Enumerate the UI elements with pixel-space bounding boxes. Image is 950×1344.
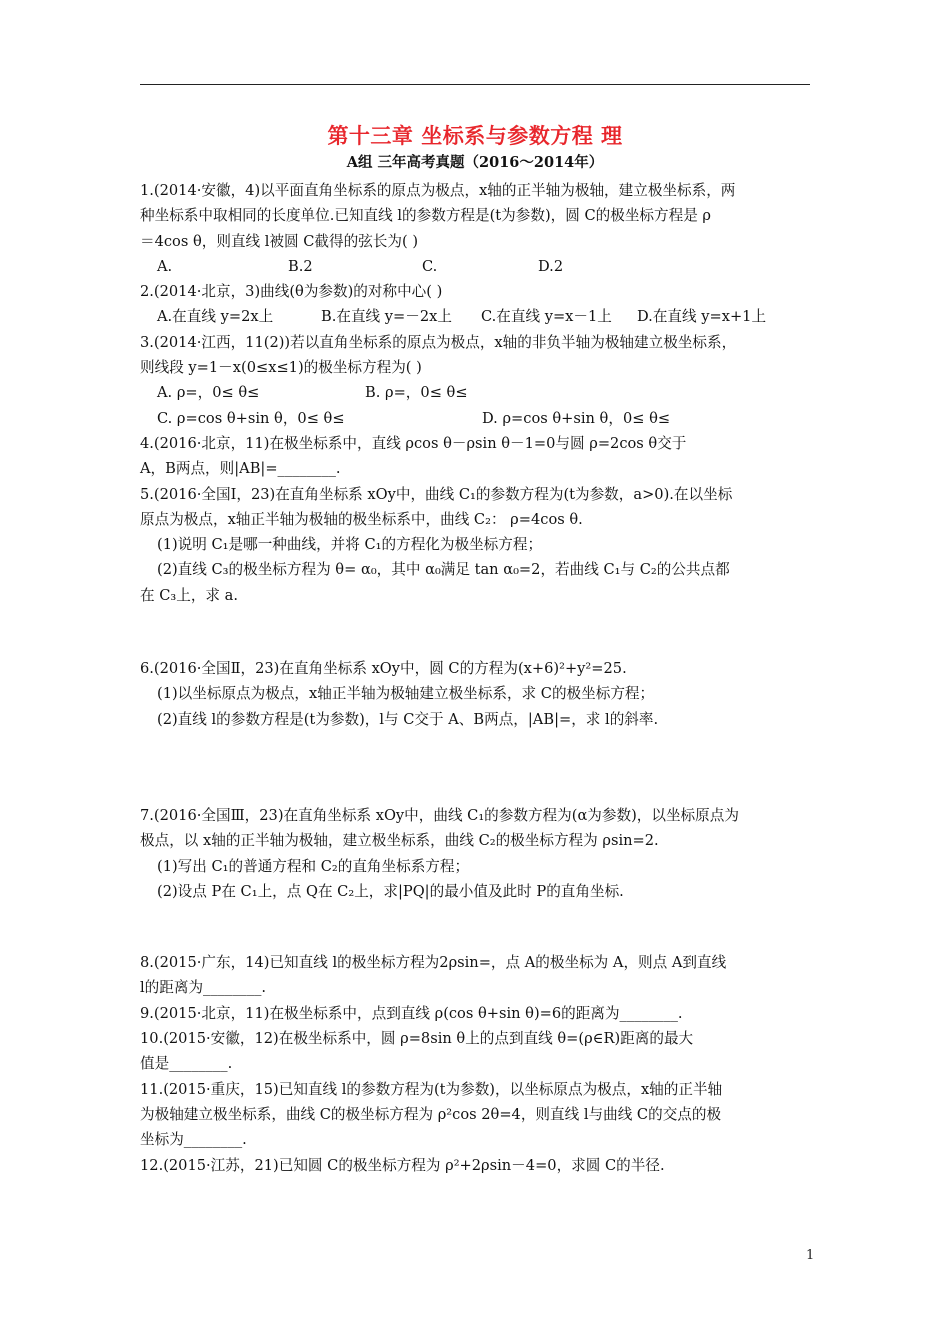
q5-sub2: (2)直线 C₃的极坐标方程为 θ= α₀，其中 α₀满足 tan α₀=2，若曲线 C₁与 C₂的公共点都 xyxy=(157,561,730,579)
q7-sub2: (2)设点 P在 C₁上，点 Q在 C₂上，求|PQ|的最小值及此时 P的直角坐标. xyxy=(157,882,624,900)
q11-line3: 坐标为________. xyxy=(140,1131,247,1149)
q5-line2: 原点为极点，x轴正半轴为极轴的极坐标系中，曲线 C₂： ρ=4cos θ. xyxy=(140,510,583,528)
q6-sub2: (2)直线 l的参数方程是(t为参数)，l与 C交于 A、B两点，|AB|=，求 l的斜率. xyxy=(157,710,659,728)
q10-line2: 值是________. xyxy=(140,1055,233,1073)
problem-list xyxy=(140,178,812,1178)
q7-line2: 极点，以 x轴的正半轴为极轴，建立极坐标系，曲线 C₂的极坐标方程为 ρsin=2. xyxy=(140,832,659,850)
q3-options-cd xyxy=(140,406,812,431)
q3-line2: 则线段 y=1－x(0≤x≤1)的极坐标方程为( ) xyxy=(140,359,422,377)
q1-option-d: D.2 xyxy=(538,257,564,275)
q11-line2: 为极轴建立极坐标系，曲线 C的极坐标方程为 ρ²cos 2θ=4，则直线 l与曲线 C的交点的极 xyxy=(140,1105,722,1123)
q5-sub1: (1)说明 C₁是哪一种曲线，并将 C₁的方程化为极坐标方程； xyxy=(157,536,543,554)
q3-options-ab xyxy=(140,380,812,405)
q4-line2: A，B两点，则|AB|=________. xyxy=(140,460,341,478)
q1-line3: ＝4cos θ，则直线 l被圆 C截得的弦长为( ) xyxy=(140,232,419,250)
chapter-title: 第十三章 坐标系与参数方程 理 xyxy=(327,123,623,148)
q1-option-a: A. xyxy=(157,257,173,275)
q7-sub1: (1)写出 C₁的普通方程和 C₂的直角坐标系方程； xyxy=(157,857,470,875)
q2-option-b: B.在直线 y=－2x上 xyxy=(321,308,452,326)
answer-space xyxy=(140,608,812,656)
q1-option-b: B.2 xyxy=(288,257,313,275)
section-subtitle: A组 三年高考真题（2016～2014年） xyxy=(346,154,604,171)
q3-option-b: B. ρ=，0≤ θ≤ xyxy=(365,384,468,402)
q6-sub1: (1)以坐标原点为极点，x轴正半轴为极轴建立极坐标系，求 C的极坐标方程； xyxy=(157,685,655,703)
q1-line2: 种坐标系中取相同的长度单位.已知直线 l的参数方程是(t为参数)，圆 C的极坐标方程是 ρ xyxy=(140,207,712,225)
q11-line1: 11.(2015·重庆，15)已知直线 l的参数方程为(t为参数)，以坐标原点为极点，x轴的正半轴 xyxy=(140,1080,723,1098)
header-rule xyxy=(140,84,810,85)
q2-line1: 2.(2014·北京，3)曲线(θ为参数)的对称中心( ) xyxy=(140,283,443,301)
q3-line1: 3.(2014·江西，11(2))若以直角坐标系的原点为极点，x轴的非负半轴为极轴建立极坐标系， xyxy=(140,333,737,351)
q12-line1: 12.(2015·江苏，21)已知圆 C的极坐标方程为 ρ²+2ρsin－4=0，求圆 C的半径. xyxy=(140,1156,665,1174)
answer-space xyxy=(140,732,812,803)
q10-line1: 10.(2015·安徽，12)在极坐标系中，圆 ρ=8sin θ上的点到直线 θ=(ρ∈R)距离的最大 xyxy=(140,1030,694,1048)
answer-space xyxy=(140,904,812,950)
q3-option-a: A. ρ=，0≤ θ≤ xyxy=(157,384,260,402)
q5-line1: 5.(2016·全国Ⅰ，23)在直角坐标系 xOy中，曲线 C₁的参数方程为(t为参数，a>0).在以坐标 xyxy=(140,485,733,503)
q2-option-c: C.在直线 y=x－1上 xyxy=(481,308,612,326)
q2-option-d: D.在直线 y=x+1上 xyxy=(637,308,767,326)
q3-option-c: C. ρ=cos θ+sin θ，0≤ θ≤ xyxy=(157,409,345,427)
q6-line1: 6.(2016·全国Ⅱ，23)在直角坐标系 xOy中，圆 C的方程为(x+6)²+y²=25. xyxy=(140,660,627,678)
q3-option-d: D. ρ=cos θ+sin θ，0≤ θ≤ xyxy=(482,409,671,427)
q9-line1: 9.(2015·北京，11)在极坐标系中，点到直线 ρ(cos θ+sin θ)=6的距离为________. xyxy=(140,1004,683,1022)
q1-line1: 1.(2014·安徽，4)以平面直角坐标系的原点为极点，x轴的正半轴为极轴，建立极坐标系，两 xyxy=(140,182,736,199)
q1-options xyxy=(140,254,812,279)
q8-line1: 8.(2015·广东，14)已知直线 l的极坐标方程为2ρsin=，点 A的极坐标为 A，则点 A到直线 xyxy=(140,954,727,972)
page-number: 1 xyxy=(806,1248,815,1263)
q8-line2: l的距离为________. xyxy=(140,979,267,997)
q2-option-a: A.在直线 y=2x上 xyxy=(157,308,274,326)
q1-option-c: C. xyxy=(422,257,438,275)
q2-options xyxy=(140,304,812,329)
q5-sub2-cont: 在 C₃上，求 a. xyxy=(140,586,239,604)
q4-line1: 4.(2016·北京，11)在极坐标系中，直线 ρcos θ－ρsin θ－1=0与圆 ρ=2cos θ交于 xyxy=(140,434,687,452)
q7-line1: 7.(2016·全国Ⅲ，23)在直角坐标系 xOy中，曲线 C₁的参数方程为(α为参数)，以坐标原点为 xyxy=(140,806,739,824)
